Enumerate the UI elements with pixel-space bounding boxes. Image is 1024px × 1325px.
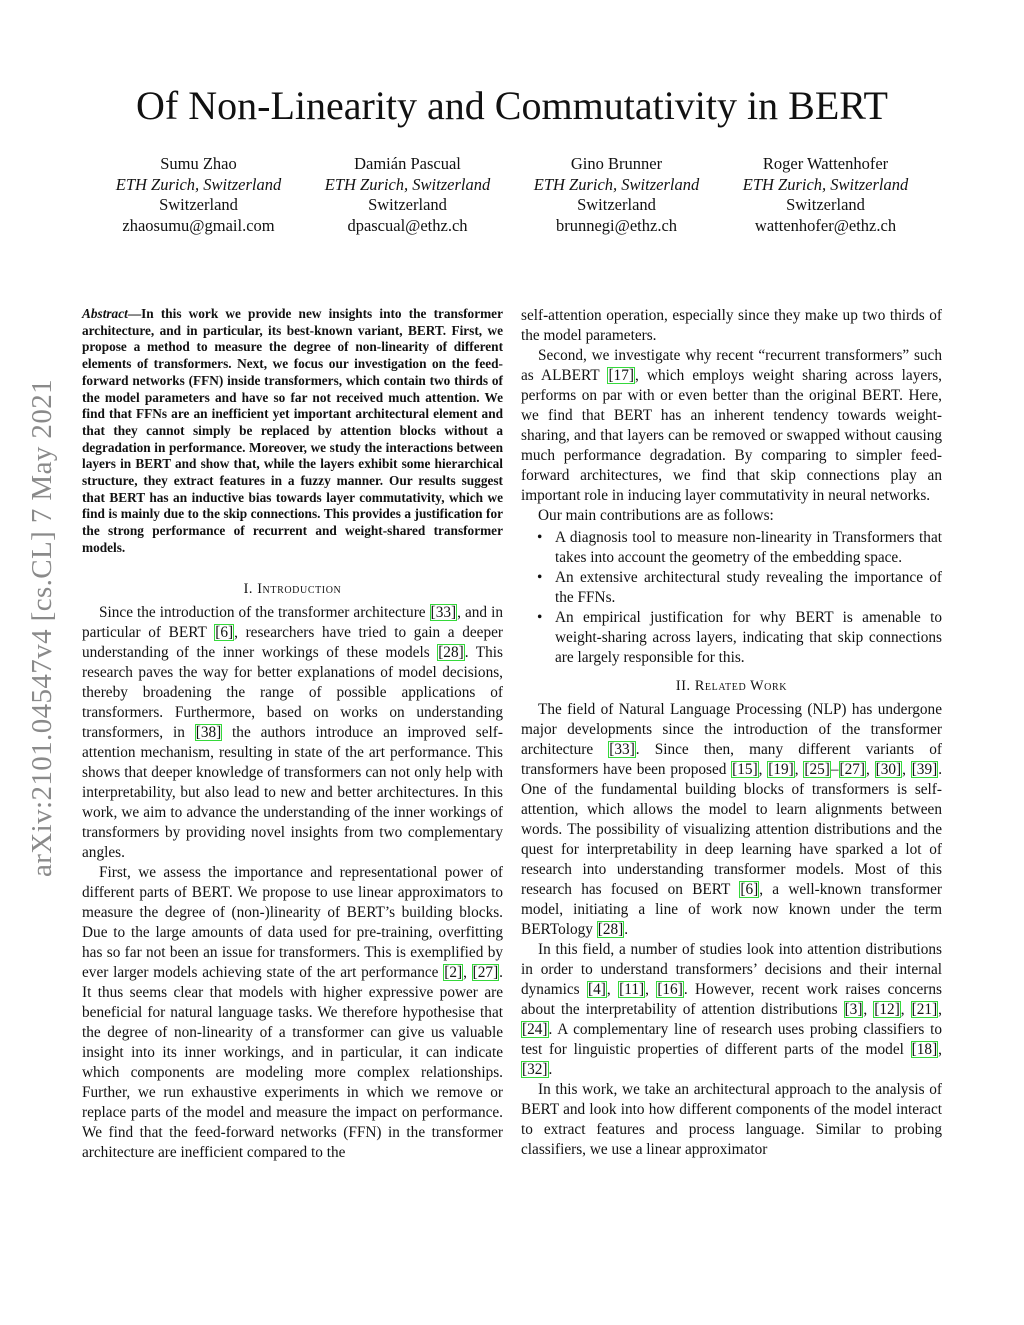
author-block [94,154,930,236]
author-name: Sumu Zhao [160,154,237,173]
intro-paragraph-1 [82,603,503,863]
citation-link[interactable]: [27] [472,963,499,981]
bullet-icon: • [537,569,543,586]
paragraph-text: . Since then, many different variants of transformers have been proposed [521,741,942,778]
author-email: brunnegi@ethz.ch [555,215,678,235]
citation-link[interactable]: [21] [911,1001,938,1018]
paragraph-text: Second, we investigate why recent “recurrent transformers” such as ALBERT [521,347,942,384]
author-4 [721,154,930,236]
paragraph-text: , [900,1001,911,1018]
arxiv-stamp: arXiv:2101.04547v4 [cs.CL] 7 May 2021 [25,378,58,878]
paper-title: Of Non-Linearity and Commutativity in BERT [136,83,888,128]
paragraph-text: In this field, a number of studies look into attention distributions in order to understand transformers’ decisions and their internal dynamics [521,941,942,998]
paragraph-text: , [463,963,472,981]
citation-link[interactable]: [15] [732,761,758,778]
citation-link[interactable]: [27] [839,761,866,778]
citation-link[interactable]: [30] [875,761,902,778]
citation-link[interactable]: [17] [608,367,634,384]
paragraph-text: , researchers have tried to gain a deeper understanding of the inner workings of these models [82,623,503,661]
left-column [82,306,503,1163]
author-affiliation: ETH Zurich, Switzerland [115,174,282,194]
paragraph-text: , [938,1041,942,1058]
author-affiliation: ETH Zurich, Switzerland [324,174,491,194]
citation-link[interactable]: [11] [619,981,645,998]
paragraph-text: , [863,1001,874,1018]
bullet-icon: • [537,529,543,546]
paragraph-text: , [902,761,911,778]
citation-link[interactable]: [6] [740,881,759,898]
paragraph-text: . [548,1061,553,1078]
list-item-text: An empirical justification for why BERT is amenable to weight-sharing across layers, indicating that skip connections are largely responsible for this. [555,609,942,666]
list-item [537,608,942,668]
author-name: Gino Brunner [570,154,663,173]
related-paragraph-3: In this work, we take an architectural approach to the analysis of BERT and look into how different components of the model interact to extract features and process language. Similar to probing classifiers, we use a linear approximator [521,1081,942,1158]
paragraph-text: , and in particular of BERT [82,603,503,641]
author-1 [94,154,303,236]
list-item-text: A diagnosis tool to measure non-linearity in Transformers that takes into account the geometry of the embedding space. [555,529,942,566]
paragraph-text: , [758,761,768,778]
author-name: Damián Pascual [354,154,461,173]
paragraph-text: – [830,761,839,778]
list-item-text: An extensive architectural study revealing the importance of the FFNs. [555,569,942,606]
author-affiliation: ETH Zurich, Switzerland [742,174,909,194]
contributions-list [521,528,942,668]
intro-paragraph-2-part-2 [521,306,942,346]
paragraph-text: . However, recent work raises concerns about the interpretability of attention distributions [521,981,942,1018]
citation-link[interactable]: [39] [911,761,938,778]
paragraph-text: , [866,761,875,778]
right-column [521,306,942,1160]
paragraph-text: , [938,1001,942,1018]
paragraph-text: the authors introduce an improved self-attention mechanism, resulting in state of the art performance. This shows that deeper knowledge of transformers can not only help with interpretability, but also lead to new and better architectures. In this work, we aim to advance the understanding of the inner workings of transformers by providing novel insights from two complementary angles. [82,723,503,861]
citation-link[interactable]: [32] [522,1061,548,1078]
author-country: Switzerland [577,195,656,214]
paragraph-text: . It thus seems clear that models with higher expressive power are beneficial for natural language tasks. We therefore hypothesise that the degree of non-linearity of a transformer can give us valuable insight into its inner workings, and in particular, it can indicate which components are modeling more complex relationships. Further, we run exhaustive experiments in which we remove or replace parts of the model and measure the impact on performance. We find that the feed-forward networks (FFN) in the transformer architecture are inefficient compared to the [82,963,503,1161]
paragraph-text: . A complementary line of research uses probing classifiers to test for linguistic properties of different parts of the model [521,1021,942,1058]
citation-link[interactable]: [33] [609,741,635,758]
citation-link[interactable]: [2] [444,963,463,981]
section-heading-introduction: I. Introduction [243,580,342,597]
citation-link[interactable]: [28] [438,643,464,661]
citation-link[interactable]: [33] [430,603,457,621]
author-email: dpascual@ethz.ch [347,215,468,235]
citation-link[interactable]: [4] [588,981,606,998]
contributions-intro: Our main contributions are as follows: [538,507,774,524]
list-item [537,568,942,608]
citation-link[interactable]: [24] [522,1021,548,1038]
author-email: wattenhofer@ethz.ch [754,215,897,235]
citation-link[interactable]: [38] [195,723,222,741]
citation-link[interactable]: [25] [804,761,830,778]
list-item [537,528,942,568]
paragraph-text: , [794,761,804,778]
paragraph-text: , which employs weight sharing across layers, performs on par with or even better than the original BERT. Here, we find that BERT has an inherent tendency towards weight-sharing, and that layers can be removed or swapped without causing much performance degradation. By comparing to simpler feed-forward architectures, we find that skip connections play an important role in inducing layer commutativity in neural networks. [521,367,942,504]
bullet-icon: • [537,609,543,626]
paragraph-text: . [624,921,629,938]
author-2 [303,154,512,236]
related-paragraph-1 [521,700,942,940]
citation-link[interactable]: [16] [657,981,683,998]
paragraph-text: . One of the fundamental building blocks of transformers is self-attention, which allows the model to learn alignments between words. The possibility of visualizing attention distributions and the quest for interpretability in deep learning have sparked a lot of research into understanding transformer models. Most of this research has focused on BERT [521,761,943,898]
citation-link[interactable]: [18] [911,1041,938,1058]
author-country: Switzerland [159,195,238,214]
paragraph-text: First, we assess the importance and representational power of different parts of BERT. We propose to use linear approximators to measure the degree of (non-)linearity of BERT’s building blocks. Due to the large amounts of data used for pre-training, overfitting has so far not been an issue for transformers. This is exemplified by ever larger models achieving state of the art performance [82,863,503,981]
paragraph-text: self-attention operation, especially since they make up two thirds of the model parameters. [521,307,942,344]
paragraph-text: . This research paves the way for better explanations of model decisions, thereby broadening the range of possible applications of transformers. Furthermore, based on works on understanding transformers, in [82,643,503,741]
citation-link[interactable]: [19] [768,761,794,778]
section-heading-related-work: II. Related Work [675,678,788,694]
author-affiliation: ETH Zurich, Switzerland [533,174,700,194]
citation-link[interactable]: [6] [215,623,234,641]
paragraph-text: The field of Natural Language Processing (NLP) has undergone major developments since the introduction of the transformer architecture [521,701,942,758]
abstract-text: —In this work we provide new insights into the transformer architecture, and in particular, its best-known variant, BERT. First, we propose a method to measure the degree of non-linearity of different elements of transformers. Next, we focus our investigation on the feed-forward networks (FFN) inside transformers, which contain two thirds of the model parameters and have so far not received much attention. We find that FFNs are an inefficient yet important architectural element and that they cannot simply be replaced by attention blocks without a degradation in performance. Moreover, we study the interactions between layers in BERT and show that, while the layers exhibit some hierarchical structure, they extract features in a fuzzy manner. Our results suggest that BERT has an inductive bias towards layer commutativity, which we find is mainly due to the skip connections. This provides a justification for the strong performance of recurrent and weight-shared transformer models. [82,306,503,555]
citation-link[interactable]: [3] [844,1001,863,1018]
author-country: Switzerland [786,195,865,214]
abstract-label: Abstract [82,306,128,321]
author-3 [512,154,721,236]
intro-paragraph-3 [521,346,942,506]
paragraph-text: , [645,981,657,998]
citation-link[interactable]: [28] [597,921,624,938]
related-paragraph-2 [521,940,942,1080]
abstract [82,306,503,557]
citation-link[interactable]: [12] [874,1001,900,1018]
author-email: zhaosumu@gmail.com [122,215,275,235]
intro-paragraph-2-part-1 [82,863,503,1163]
author-country: Switzerland [368,195,447,214]
author-name: Roger Wattenhofer [762,154,889,173]
paragraph-text: , [606,981,619,998]
paragraph-text: , a well-known transformer model, initiating a line of work now known under the term BERTology [521,881,942,938]
paragraph-text: Since the introduction of the transformer architecture [99,603,430,621]
